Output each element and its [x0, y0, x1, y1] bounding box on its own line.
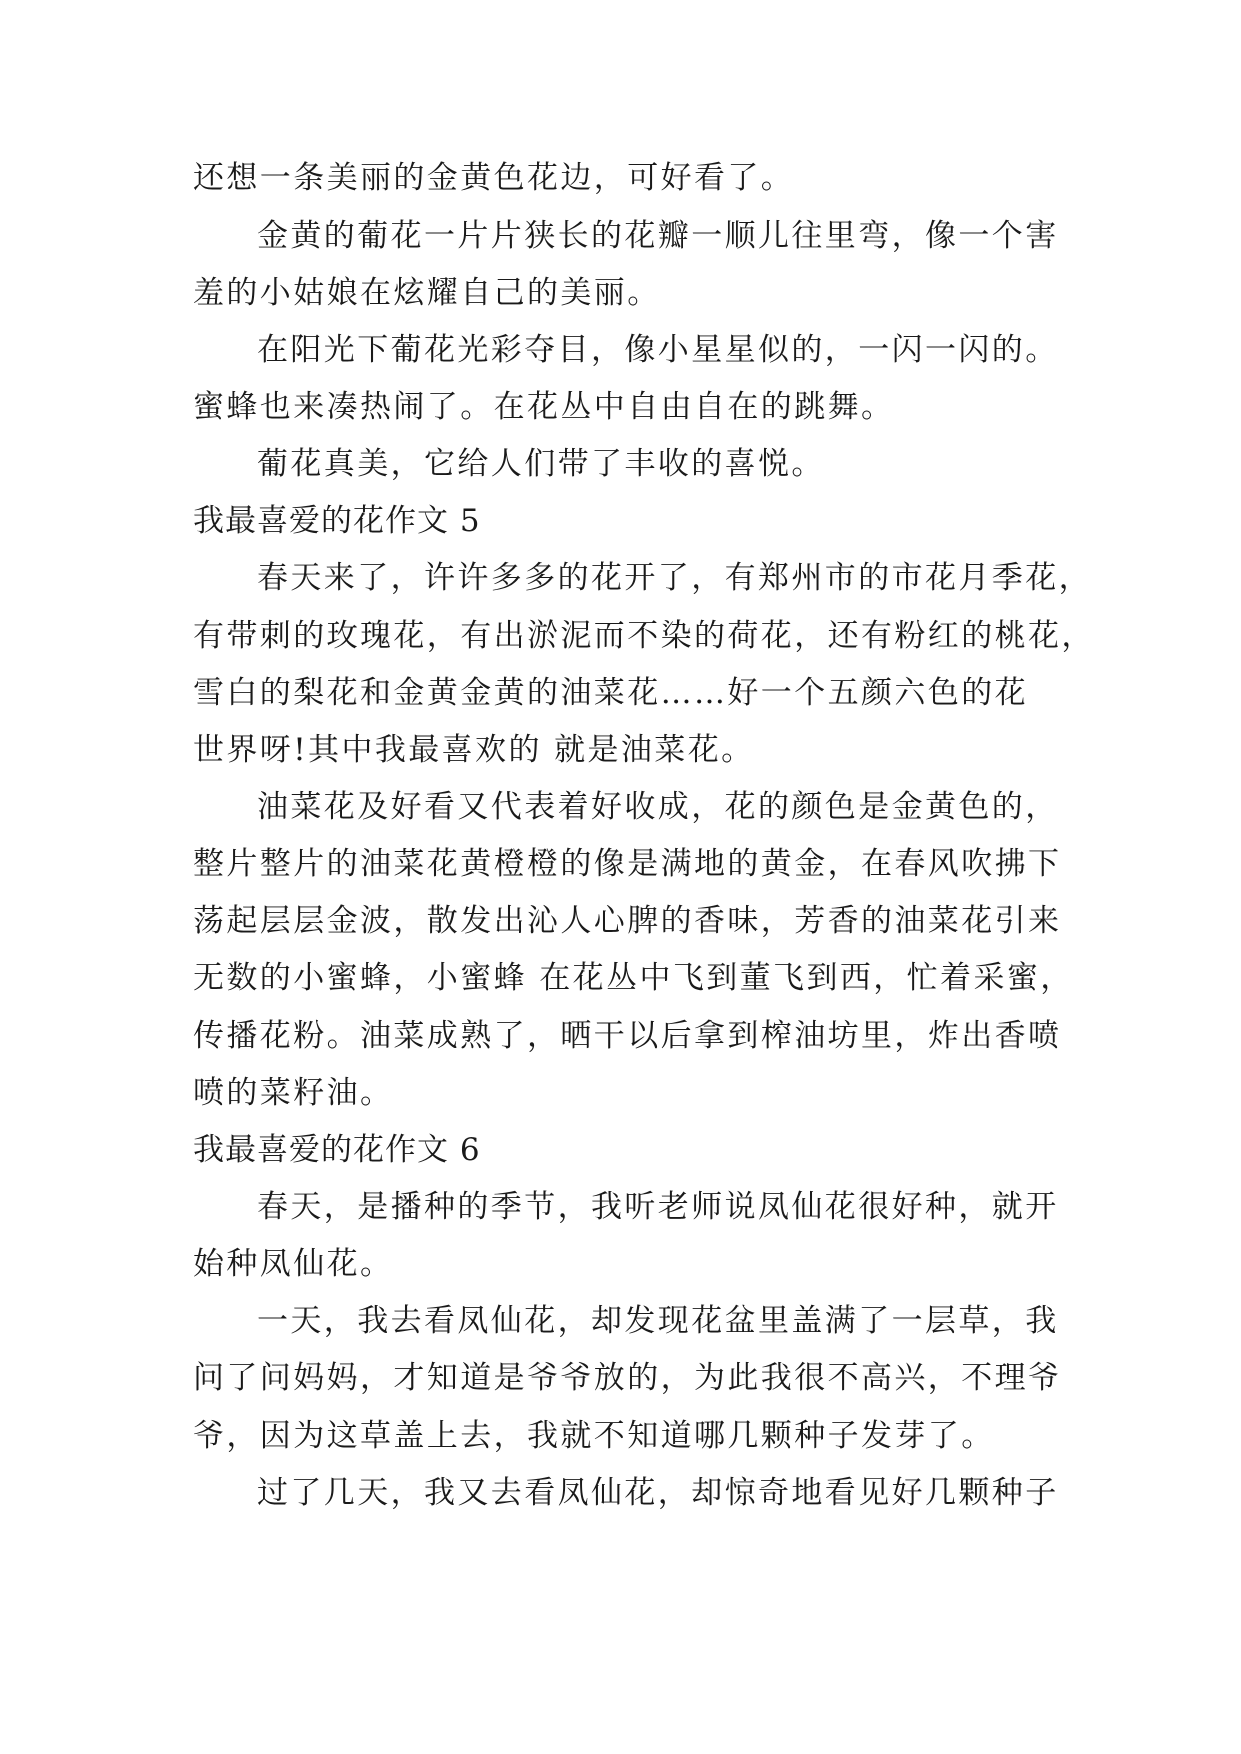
paragraph-line: 过了几天，我又去看凤仙花，却惊奇地看见好几颗种子	[257, 1475, 1059, 1511]
paragraph-line: 金黄的葡花一片片狭长的花瓣一顺儿往里弯，像一个害	[257, 218, 1059, 254]
paragraph-line: 雪白的梨花和金黄金黄的油菜花……好一个五颜六色的花	[193, 675, 1028, 711]
paragraph-line: 蜜蜂也来凑热闹了。在花丛中自由自在的跳舞。	[193, 389, 895, 425]
paragraph-line: 羞的小姑娘在炫耀自己的美丽。	[193, 275, 661, 311]
paragraph-line: 一天，我去看凤仙花，却发现花盆里盖满了一层草，我	[257, 1303, 1059, 1339]
paragraph-line: 春天，是播种的季节，我听老师说凤仙花很好种，就开	[257, 1189, 1059, 1225]
paragraph-line: 传播花粉。油菜成熟了，晒干以后拿到榨油坊里，炸出香喷	[193, 1018, 1062, 1054]
paragraph-line: 葡花真美，它给人们带了丰收的喜悦。	[257, 446, 825, 482]
paragraph-line: 油菜花及好看又代表着好收成，花的颜色是金黄色的，	[257, 789, 1059, 825]
paragraph-line: 整片整片的油菜花黄橙橙的像是满地的黄金，在春风吹拂下	[193, 846, 1062, 882]
paragraph-line: 喷的菜籽油。	[193, 1075, 394, 1111]
paragraph-line: 爷，因为这草盖上去，我就不知道哪几颗种子发芽了。	[193, 1418, 995, 1454]
paragraph-line: 还想一条美丽的金黄色花边，可好看了。	[193, 160, 795, 196]
paragraph-line: 有带刺的玫瑰花，有出淤泥而不染的荷花，还有粉红的桃花，	[193, 618, 1095, 654]
paragraph-line: 在阳光下葡花光彩夺目，像小星星似的，一闪一闪的。	[257, 332, 1059, 368]
paragraph-line: 春天来了，许许多多的花开了，有郑州市的市花月季花，	[257, 560, 1092, 596]
section-heading: 我最喜爱的花作文 6	[193, 1132, 481, 1168]
section-heading: 我最喜爱的花作文 5	[193, 503, 481, 539]
paragraph-line: 世界呀!其中我最喜欢的 就是油菜花。	[193, 732, 755, 768]
paragraph-line: 问了问妈妈，才知道是爷爷放的，为此我很不高兴，不理爷	[193, 1360, 1062, 1396]
paragraph-line: 荡起层层金波，散发出沁人心脾的香味，芳香的油菜花引来	[193, 903, 1062, 939]
paragraph-line: 无数的小蜜蜂，小蜜蜂 在花丛中飞到董飞到西，忙着采蜜，	[193, 960, 1074, 996]
paragraph-line: 始种凤仙花。	[193, 1246, 394, 1282]
